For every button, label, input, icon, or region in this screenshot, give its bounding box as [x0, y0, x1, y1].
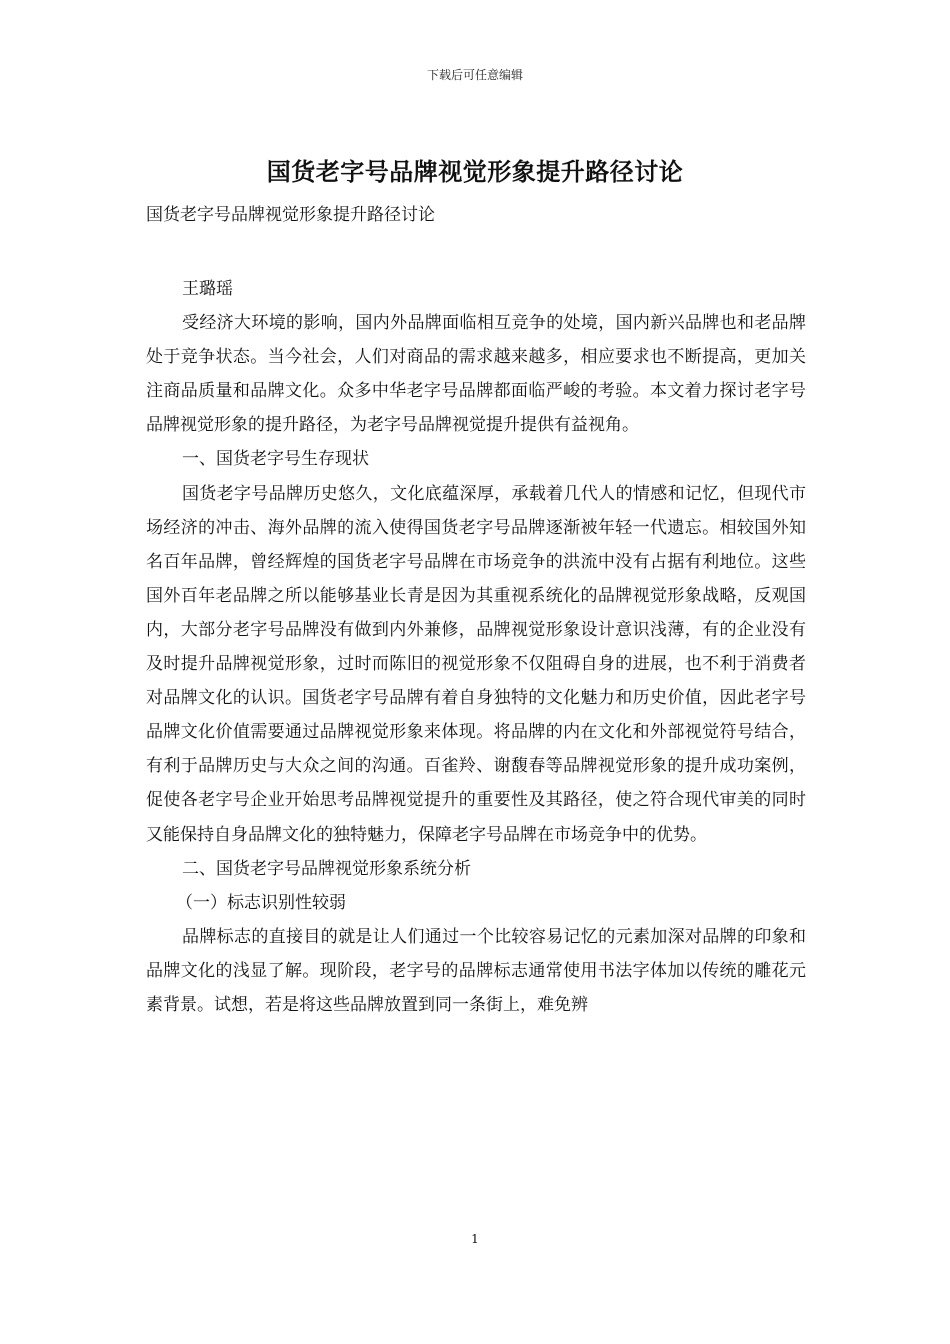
section-heading-2: 二、国货老字号品牌视觉形象系统分析: [182, 858, 471, 879]
author-name: 王璐瑶: [182, 279, 233, 299]
paragraph-section-1: 国货老字号品牌历史悠久，文化底蕴深厚，承载着几代人的情感和记忆，但现代市场经济的冲击、海外品牌的流入使得国货老字号品牌逐渐被年轻一代遗忘。相较国外知名百年品牌，曾经辉煌的国货老字号品牌在市场竞争的洪流中没有占据有利地位。这些国外百年老品牌之所以能够基业长青是因为其重视系统化的品牌视觉形象战略，反观国内，大部分老字号品牌没有做到内外兼修，品牌视觉形象设计意识浅薄，有的企业没有及时提升品牌视觉形象，过时而陈旧的视觉形象不仅阻碍自身的进展，也不利于消费者对品牌文化的认识。国货老字号品牌有着自身独特的文化魅力和历史价值，因此老字号品牌文化价值需要通过品牌视觉形象来体现。将品牌的内在文化和外部视觉符号结合，有利于品牌历史与大众之间的沟通。百雀羚、谢馥春等品牌视觉形象的提升成功案例，促使各老字号企业开始思考品牌视觉提升的重要性及其路径，使之符合现代审美的同时又能保持自身品牌文化的独特魅力，保障老字号品牌在市场竞争中的优势。: [146, 483, 806, 845]
paragraph-abstract: 受经济大环境的影响，国内外品牌面临相互竞争的处境，国内新兴品牌也和老品牌处于竞争状态。当今社会，人们对商品的需求越来越多，相应要求也不断提高，更加关注商品质量和品牌文化。众多中华老字号品牌都面临严峻的考验。本文着力探讨老字号品牌视觉形象的提升路径，为老字号品牌视觉提升提供有益视角。: [146, 313, 806, 436]
section-heading-1: 一、国货老字号生存现状: [182, 449, 369, 470]
page-header-note: 下载后可任意编辑: [426, 68, 523, 82]
page-number: 1: [471, 1232, 479, 1246]
paragraph-subsection-1: 品牌标志的直接目的就是让人们通过一个比较容易记忆的元素加深对品牌的印象和品牌文化的浅显了解。现阶段，老字号的品牌标志通常使用书法字体加以传统的雕花元素背景。试想，若是将这些品牌放置到同一条街上，难免辨: [146, 926, 806, 1015]
document-subtitle: 国货老字号品牌视觉形象提升路径讨论: [146, 205, 435, 225]
document-title: 国货老字号品牌视觉形象提升路径讨论: [266, 157, 684, 186]
subsection-heading-1: （一）标志识别性较弱: [176, 892, 346, 913]
document-body: [146, 272, 806, 1022]
